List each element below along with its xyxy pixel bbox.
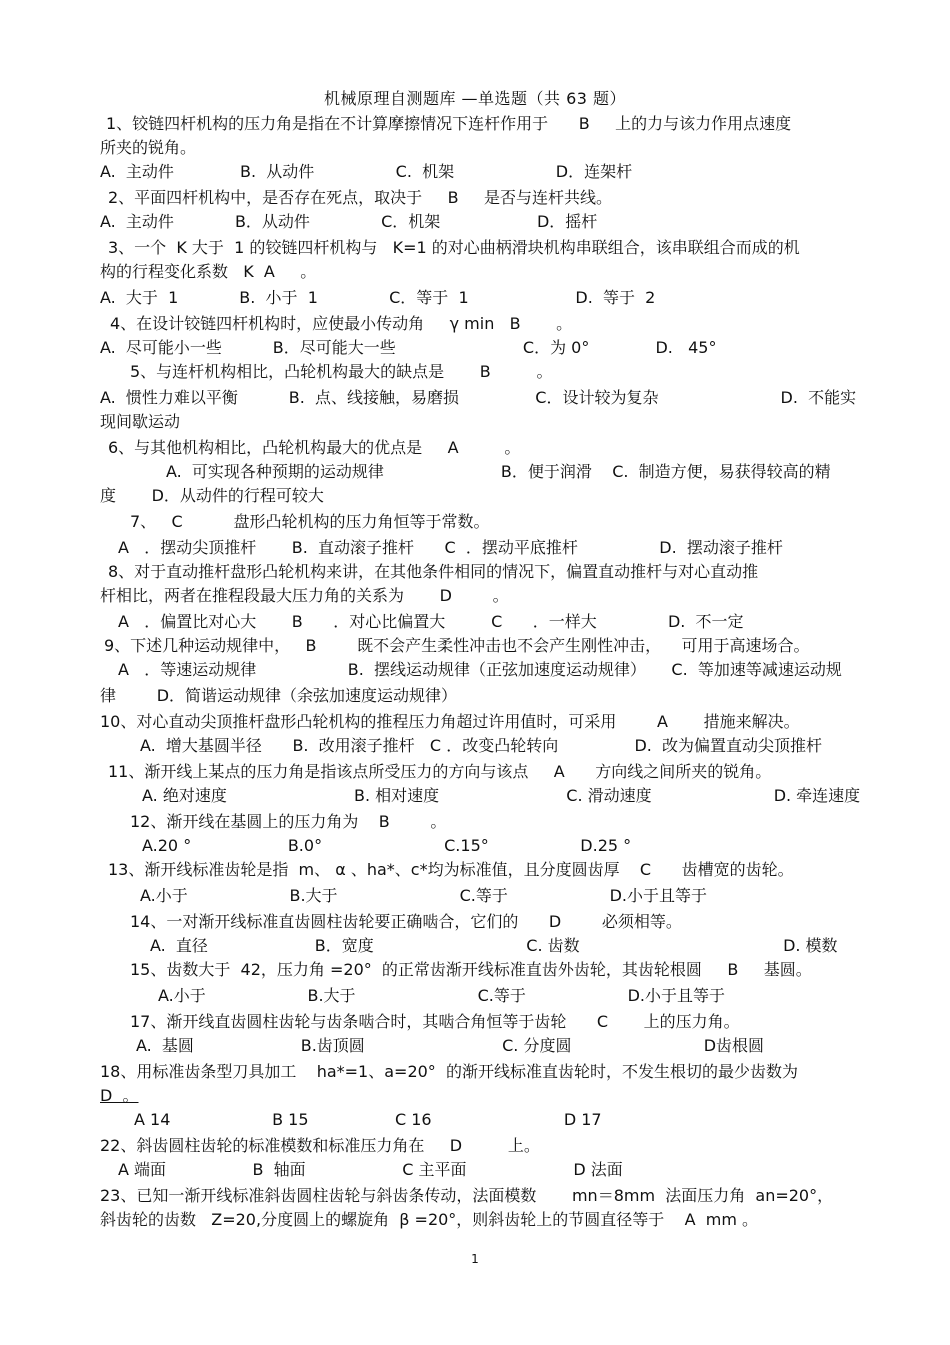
- option-line: A ．等速运动规律 B. 摆线运动规律（正弦加速度运动规律） C. 等加速等减速运动规: [118, 660, 842, 679]
- answer-blank: D 。: [100, 1086, 139, 1105]
- option-line: A. 可实现各种预期的运动规律 B．便于润滑 C. 制造方便，易获得较高的精: [166, 462, 831, 481]
- option-line: A. 绝对速度 B. 相对速度 C. 滑动速度 D. 牵连速度: [142, 786, 861, 805]
- question-line: 构的行程变化系数 K A 。: [100, 262, 317, 281]
- option-line: A ．偏置比对心大 B ．对心比偏置大 C ．一样大 D. 不一定: [118, 612, 744, 631]
- question-line: 11、渐开线上某点的压力角是指该点所受压力的方向与该点 A 方向线之间所夹的锐角。: [108, 762, 772, 781]
- question-line: 10、对心直动尖顶推杆盘形凸轮机构的推程压力角超过许用值时，可采用 A 措施来解决。: [100, 712, 800, 731]
- question-line: 2、平面四杆机构中，是否存在死点，取决于 B 是否与连杆共线。: [108, 188, 613, 207]
- option-line: A 端面 B 轴面 C 主平面 D 法面: [118, 1160, 623, 1179]
- question-line: 15、齿数大于 42，压力角 =20° 的正常齿渐开线标准直齿外齿轮，其齿轮根圆 B 基圆。: [130, 960, 812, 979]
- option-line: A. 增大基圆半径 B. 改用滚子推杆 C ．改变凸轮转向 D. 改为偏置直动尖顶推杆: [140, 736, 823, 755]
- option-line: A. 尽可能小一些 B．尽可能大一些 C．为 0° D. 45°: [100, 338, 717, 357]
- option-line: A. 惯性力难以平衡 B. 点、线接触，易磨损 C．设计较为复杂 D. 不能实: [100, 388, 857, 407]
- question-line: 17、渐开线直齿圆柱齿轮与齿条啮合时，其啮合角恒等于齿轮 C 上的压力角。: [130, 1012, 740, 1031]
- option-line: A 14 B 15 C 16 D 17: [134, 1110, 602, 1129]
- question-line: 13、渐开线标准齿轮是指 m、 α 、ha*、c*均为标准值，且分度圆齿厚 C 齿槽宽的齿轮。: [108, 860, 794, 879]
- question-line: 6、与其他机构相比，凸轮机构最大的优点是 A 。: [108, 438, 521, 457]
- question-line: 斜齿轮的齿数 Z=20,分度圆上的螺旋角 β =20°，则斜齿轮上的节圆直径等于 A mm 。: [100, 1210, 759, 1229]
- option-line: A. 直径 B．宽度 C. 齿数 D. 模数: [150, 936, 838, 955]
- question-line: 5、与连杆机构相比，凸轮机构最大的缺点是 B 。: [130, 362, 553, 381]
- option-line: A ．摆动尖顶推杆 B. 直动滚子推杆 C ．摆动平底推杆 D. 摆动滚子推杆: [118, 538, 783, 557]
- option-line: A.小于 B.大于 C.等于 D.小于且等于: [158, 986, 725, 1005]
- question-line: 杆相比，两者在推程段最大压力角的关系为 D 。: [100, 586, 509, 605]
- question-line: 23、已知一渐开线标准斜齿圆柱齿轮与斜齿条传动，法面模数 mn＝8mm 法面压力角 an=20°，: [100, 1186, 834, 1205]
- option-line: 度 D．从动件的行程可较大: [100, 486, 324, 505]
- page-number: 1: [471, 1252, 479, 1266]
- page-title: 机械原理自测题库 —单选题（共 63 题）: [323, 89, 627, 108]
- option-line: 律 D．简谐运动规律（余弦加速度运动规律）: [100, 686, 458, 705]
- option-line: A.20 ° B.0° C.15° D.25 °: [142, 836, 632, 855]
- question-line: 所夹的锐角。: [100, 138, 197, 157]
- question-line: 14、一对渐开线标准直齿圆柱齿轮要正确啮合，它们的 D 必须相等。: [130, 912, 682, 931]
- option-line: A. 大于 1 B. 小于 1 C．等于 1 D. 等于 2: [100, 288, 656, 307]
- option-line: A. 主动件 B. 从动件 C. 机架 D．连架杆: [100, 162, 633, 181]
- question-line: 22、斜齿圆柱齿轮的标准模数和标准压力角在 D 上。: [100, 1136, 540, 1155]
- question-line: 12、渐开线在基圆上的压力角为 B 。: [130, 812, 447, 831]
- option-line: A. 主动件 B．从动件 C．机架 D．摇杆: [100, 212, 598, 231]
- option-line: A. 基圆 B.齿顶圆 C. 分度圆 D齿根圆: [136, 1036, 765, 1055]
- question-line: 8、对于直动推杆盘形凸轮机构来讲，在其他条件相同的情况下，偏置直动推杆与对心直动推: [108, 562, 759, 581]
- question-line: 18、用标准齿条型刀具加工 ha*=1、a=20° 的渐开线标准直齿轮时，不发生根切的最少齿数为: [100, 1062, 798, 1081]
- option-line: 现间歇运动: [100, 412, 181, 431]
- question-line: 7、 C 盘形凸轮机构的压力角恒等于常数。: [130, 512, 490, 531]
- question-line: 3、一个 K 大于 1 的铰链四杆机构与 K=1 的对心曲柄滑块机构串联组合，该串联组合而成的机: [108, 238, 800, 257]
- option-line: A.小于 B.大于 C.等于 D.小于且等于: [140, 886, 707, 905]
- question-line: 9、下述几种运动规律中， B 既不会产生柔性冲击也不会产生刚性冲击， 可用于高速场合。: [104, 636, 810, 655]
- question-line: 1、铰链四杆机构的压力角是指在不计算摩擦情况下连杆作用于 B 上的力与该力作用点速度: [106, 114, 792, 133]
- question-line: 4、在设计铰链四杆机构时，应使最小传动角 γ min B 。: [110, 314, 573, 333]
